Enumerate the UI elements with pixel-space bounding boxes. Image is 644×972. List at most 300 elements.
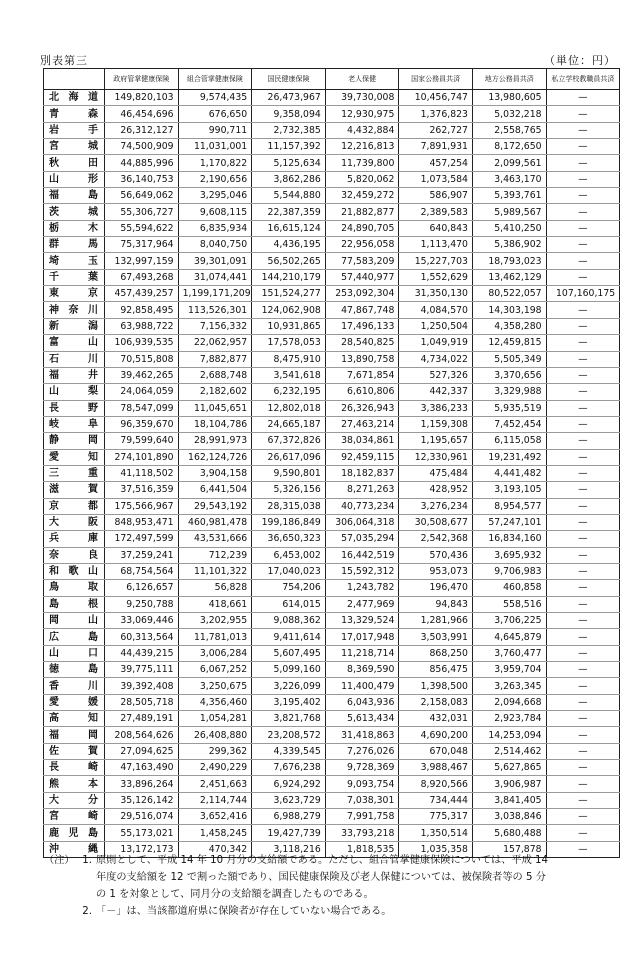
amount-cell: 63,988,722 [105, 318, 179, 334]
amount-cell: 2,182,602 [178, 384, 252, 400]
table-title: 別表第三 [40, 54, 88, 67]
amount-cell: 55,594,622 [105, 220, 179, 236]
prefecture-cell: 山口 [44, 645, 105, 661]
prefecture-cell: 沖縄 [44, 841, 105, 857]
amount-cell: 77,583,209 [325, 253, 399, 269]
amount-cell: 9,093,754 [325, 776, 399, 792]
table-row [44, 318, 620, 334]
amount-cell: 3,295,046 [178, 188, 252, 204]
prefecture-cell: 広島 [44, 629, 105, 645]
amount-cell: 712,239 [178, 547, 252, 563]
amount-cell: 9,728,369 [325, 760, 399, 776]
footnotes [44, 852, 624, 920]
amount-cell: 80,522,057 [472, 286, 546, 302]
table-row [44, 384, 620, 400]
prefecture-cell: 山形 [44, 171, 105, 187]
prefecture-cell: 茨城 [44, 204, 105, 220]
amount-cell: — [546, 727, 620, 743]
amount-cell: 8,920,566 [399, 776, 473, 792]
amount-cell: 5,935,519 [472, 400, 546, 416]
table-header-row [44, 69, 620, 90]
amount-cell: 253,092,304 [325, 286, 399, 302]
amount-cell: — [546, 465, 620, 481]
table-row [44, 220, 620, 236]
amount-cell: 199,186,849 [252, 514, 326, 530]
amount-cell: 460,858 [472, 580, 546, 596]
amount-cell: 35,126,142 [105, 792, 179, 808]
amount-cell: 1,073,584 [399, 171, 473, 187]
column-header [44, 69, 105, 90]
table-row [44, 563, 620, 579]
prefecture-cell: 高知 [44, 711, 105, 727]
amount-cell: — [546, 482, 620, 498]
table-row [44, 335, 620, 351]
amount-cell: 2,514,462 [472, 743, 546, 759]
amount-cell: — [546, 449, 620, 465]
amount-cell: 24,890,705 [325, 220, 399, 236]
amount-cell: — [546, 694, 620, 710]
amount-cell: 1,552,629 [399, 269, 473, 285]
amount-cell: — [546, 662, 620, 678]
amount-cell: 68,754,564 [105, 563, 179, 579]
amount-cell: 157,878 [472, 841, 546, 857]
amount-cell: 4,084,570 [399, 302, 473, 318]
amount-cell: — [546, 122, 620, 138]
amount-cell: 3,386,233 [399, 400, 473, 416]
amount-cell: 56,649,062 [105, 188, 179, 204]
amount-cell: 3,038,846 [472, 809, 546, 825]
amount-cell: 6,441,504 [178, 482, 252, 498]
amount-cell: 4,436,195 [252, 237, 326, 253]
amount-cell: 13,329,524 [325, 613, 399, 629]
amount-cell: 208,564,626 [105, 727, 179, 743]
amount-cell: — [546, 514, 620, 530]
amount-cell: 41,118,502 [105, 465, 179, 481]
prefecture-cell: 福島 [44, 188, 105, 204]
amount-cell: 24,064,059 [105, 384, 179, 400]
table-row [44, 433, 620, 449]
amount-cell: 40,773,234 [325, 498, 399, 514]
amount-cell: 7,671,854 [325, 367, 399, 383]
amount-cell: 15,227,703 [399, 253, 473, 269]
amount-cell: — [546, 613, 620, 629]
prefecture-cell: 兵庫 [44, 531, 105, 547]
amount-cell: 26,473,967 [252, 90, 326, 106]
amount-cell: 144,210,179 [252, 269, 326, 285]
amount-cell: 856,475 [399, 662, 473, 678]
amount-cell: — [546, 237, 620, 253]
amount-cell: — [546, 792, 620, 808]
payment-table [43, 68, 620, 858]
amount-cell: 3,760,477 [472, 645, 546, 661]
amount-cell: 6,835,934 [178, 220, 252, 236]
amount-cell: 8,172,650 [472, 139, 546, 155]
amount-cell: 16,615,124 [252, 220, 326, 236]
amount-cell: — [546, 318, 620, 334]
amount-cell: 10,931,865 [252, 318, 326, 334]
table-row [44, 547, 620, 563]
amount-cell: 47,163,490 [105, 760, 179, 776]
amount-cell: 13,890,758 [325, 351, 399, 367]
amount-cell: 5,820,062 [325, 171, 399, 187]
amount-cell: 9,590,801 [252, 465, 326, 481]
amount-cell: 11,101,322 [178, 563, 252, 579]
amount-cell: — [546, 204, 620, 220]
prefecture-cell: 福岡 [44, 727, 105, 743]
amount-cell: 30,508,677 [399, 514, 473, 530]
amount-cell: 1,035,358 [399, 841, 473, 857]
prefecture-cell: 佐賀 [44, 743, 105, 759]
table-row [44, 351, 620, 367]
amount-cell: 3,195,402 [252, 694, 326, 710]
table-row [44, 482, 620, 498]
amount-cell: 19,427,739 [252, 825, 326, 841]
amount-cell: 5,410,250 [472, 220, 546, 236]
amount-cell: 3,862,286 [252, 171, 326, 187]
amount-cell: 1,250,504 [399, 318, 473, 334]
amount-cell: — [546, 645, 620, 661]
amount-cell: — [546, 171, 620, 187]
amount-cell: — [546, 596, 620, 612]
amount-cell: 4,339,545 [252, 743, 326, 759]
amount-cell: — [546, 269, 620, 285]
amount-cell: 37,516,359 [105, 482, 179, 498]
amount-cell: 46,454,696 [105, 106, 179, 122]
prefecture-cell: 徳島 [44, 662, 105, 678]
amount-cell: 36,140,753 [105, 171, 179, 187]
amount-cell: 29,543,192 [178, 498, 252, 514]
amount-cell: 79,599,640 [105, 433, 179, 449]
amount-cell: 6,043,936 [325, 694, 399, 710]
amount-cell: 3,276,234 [399, 498, 473, 514]
column-header: 国家公務員共済 [399, 69, 473, 90]
amount-cell: 18,793,023 [472, 253, 546, 269]
table-row [44, 678, 620, 694]
amount-cell: 6,924,292 [252, 776, 326, 792]
amount-cell: 8,954,577 [472, 498, 546, 514]
amount-cell: — [546, 139, 620, 155]
amount-cell: — [546, 809, 620, 825]
footnote-item [44, 903, 624, 920]
amount-cell: 676,650 [178, 106, 252, 122]
table-body [44, 90, 620, 858]
amount-cell: 5,386,902 [472, 237, 546, 253]
amount-cell: 6,232,195 [252, 384, 326, 400]
amount-cell: — [546, 629, 620, 645]
amount-cell: 418,661 [178, 596, 252, 612]
table-row [44, 269, 620, 285]
amount-cell: 670,048 [399, 743, 473, 759]
prefecture-cell: 京都 [44, 498, 105, 514]
table-row [44, 416, 620, 432]
amount-cell: 11,400,479 [325, 678, 399, 694]
amount-cell: 11,739,800 [325, 155, 399, 171]
table-row [44, 253, 620, 269]
amount-cell: 457,439,257 [105, 286, 179, 302]
amount-cell: 4,734,022 [399, 351, 473, 367]
amount-cell: 39,730,008 [325, 90, 399, 106]
amount-cell: 67,372,826 [252, 433, 326, 449]
amount-cell: 558,516 [472, 596, 546, 612]
prefecture-cell: 香川 [44, 678, 105, 694]
amount-cell: 8,271,263 [325, 482, 399, 498]
amount-cell: 78,547,099 [105, 400, 179, 416]
amount-cell: 1,818,535 [325, 841, 399, 857]
amount-cell: 1,458,245 [178, 825, 252, 841]
amount-cell: 67,493,268 [105, 269, 179, 285]
table-row [44, 776, 620, 792]
prefecture-cell: 鹿児島 [44, 825, 105, 841]
amount-cell: 990,711 [178, 122, 252, 138]
amount-cell: 14,303,198 [472, 302, 546, 318]
amount-cell: 47,867,748 [325, 302, 399, 318]
amount-cell: 3,193,105 [472, 482, 546, 498]
amount-cell: 754,206 [252, 580, 326, 596]
amount-cell: 37,259,241 [105, 547, 179, 563]
amount-cell: 5,627,865 [472, 760, 546, 776]
amount-cell: — [546, 547, 620, 563]
amount-cell: 56,502,265 [252, 253, 326, 269]
amount-cell: 23,208,572 [252, 727, 326, 743]
amount-cell: 953,073 [399, 563, 473, 579]
prefecture-cell: 宮崎 [44, 809, 105, 825]
amount-cell: 274,101,890 [105, 449, 179, 465]
amount-cell: 9,411,614 [252, 629, 326, 645]
amount-cell: 151,524,277 [252, 286, 326, 302]
amount-cell: 457,254 [399, 155, 473, 171]
amount-cell: 11,031,001 [178, 139, 252, 155]
amount-cell: 2,451,663 [178, 776, 252, 792]
amount-cell: 1,113,470 [399, 237, 473, 253]
amount-cell: 75,317,964 [105, 237, 179, 253]
amount-cell: 3,841,405 [472, 792, 546, 808]
amount-cell: — [546, 335, 620, 351]
table-row [44, 237, 620, 253]
amount-cell: 39,462,265 [105, 367, 179, 383]
amount-cell: 2,114,744 [178, 792, 252, 808]
table-row [44, 106, 620, 122]
amount-cell: — [546, 106, 620, 122]
amount-cell: 28,991,973 [178, 433, 252, 449]
amount-cell: 22,387,359 [252, 204, 326, 220]
amount-cell: — [546, 367, 620, 383]
amount-cell: 11,045,651 [178, 400, 252, 416]
amount-cell: 2,477,969 [325, 596, 399, 612]
amount-cell: 11,781,013 [178, 629, 252, 645]
amount-cell: 9,358,094 [252, 106, 326, 122]
amount-cell: 16,442,519 [325, 547, 399, 563]
amount-cell: 5,680,488 [472, 825, 546, 841]
amount-cell: 3,118,216 [252, 841, 326, 857]
amount-cell: 43,531,666 [178, 531, 252, 547]
amount-cell: 5,032,218 [472, 106, 546, 122]
amount-cell: 442,337 [399, 384, 473, 400]
amount-cell: 3,226,099 [252, 678, 326, 694]
amount-cell: 2,389,583 [399, 204, 473, 220]
amount-cell: 10,456,747 [399, 90, 473, 106]
amount-cell: 6,610,806 [325, 384, 399, 400]
table-row [44, 286, 620, 302]
amount-cell: 132,997,159 [105, 253, 179, 269]
table-row [44, 792, 620, 808]
amount-cell: 196,470 [399, 580, 473, 596]
amount-cell: 74,500,909 [105, 139, 179, 155]
table-row [44, 498, 620, 514]
amount-cell: 24,665,187 [252, 416, 326, 432]
amount-cell: 29,516,074 [105, 809, 179, 825]
amount-cell: 17,040,023 [252, 563, 326, 579]
amount-cell: — [546, 351, 620, 367]
amount-cell: 28,505,718 [105, 694, 179, 710]
table-row [44, 727, 620, 743]
amount-cell: — [546, 563, 620, 579]
amount-cell: 306,064,318 [325, 514, 399, 530]
table-row [44, 580, 620, 596]
amount-cell: 7,038,301 [325, 792, 399, 808]
amount-cell: 19,231,492 [472, 449, 546, 465]
amount-cell: 9,574,435 [178, 90, 252, 106]
amount-cell: 27,489,191 [105, 711, 179, 727]
amount-cell: 3,623,729 [252, 792, 326, 808]
amount-cell: 27,463,214 [325, 416, 399, 432]
amount-cell: 2,190,656 [178, 171, 252, 187]
footnote-text: 原則として、平成 14 年 10 月分の支給額である。ただし、組合管掌健康保険については、平成 14 [96, 855, 548, 866]
amount-cell: — [546, 253, 620, 269]
amount-cell: 3,652,416 [178, 809, 252, 825]
table-row [44, 531, 620, 547]
prefecture-cell: 大阪 [44, 514, 105, 530]
amount-cell: — [546, 678, 620, 694]
table-row [44, 302, 620, 318]
prefecture-cell: 島根 [44, 596, 105, 612]
amount-cell: 7,676,238 [252, 760, 326, 776]
prefecture-cell: 滋賀 [44, 482, 105, 498]
footnote-text: 「－」は、当該都道府県に保険者が存在していない場合である。 [96, 906, 392, 917]
prefecture-cell: 岡山 [44, 613, 105, 629]
amount-cell: 27,094,625 [105, 743, 179, 759]
amount-cell: 2,688,748 [178, 367, 252, 383]
amount-cell: 5,326,156 [252, 482, 326, 498]
amount-cell: 31,350,130 [399, 286, 473, 302]
prefecture-cell: 新潟 [44, 318, 105, 334]
amount-cell: 17,496,133 [325, 318, 399, 334]
amount-cell: 2,542,368 [399, 531, 473, 547]
amount-cell: 3,202,955 [178, 613, 252, 629]
amount-cell: 124,062,908 [252, 302, 326, 318]
amount-cell: 8,369,590 [325, 662, 399, 678]
amount-cell: 13,462,129 [472, 269, 546, 285]
amount-cell: 149,820,103 [105, 90, 179, 106]
amount-cell: — [546, 384, 620, 400]
table-row [44, 760, 620, 776]
table-row [44, 711, 620, 727]
prefecture-cell: 岐阜 [44, 416, 105, 432]
amount-cell: 9,250,788 [105, 596, 179, 612]
prefecture-cell: 静岡 [44, 433, 105, 449]
amount-cell: 6,126,657 [105, 580, 179, 596]
prefecture-cell: 秋田 [44, 155, 105, 171]
amount-cell: 1,350,514 [399, 825, 473, 841]
amount-cell: 17,017,948 [325, 629, 399, 645]
column-header: 組合管掌健康保険 [178, 69, 252, 90]
amount-cell: 33,069,446 [105, 613, 179, 629]
table-row [44, 465, 620, 481]
amount-cell: 3,959,704 [472, 662, 546, 678]
amount-cell: 734,444 [399, 792, 473, 808]
prefecture-cell: 千葉 [44, 269, 105, 285]
amount-cell: 2,490,229 [178, 760, 252, 776]
prefecture-cell: 長野 [44, 400, 105, 416]
amount-cell: — [546, 220, 620, 236]
amount-cell: — [546, 760, 620, 776]
amount-cell: 12,802,018 [252, 400, 326, 416]
amount-cell: 22,956,058 [325, 237, 399, 253]
amount-cell: 1,049,919 [399, 335, 473, 351]
amount-cell: 9,608,115 [178, 204, 252, 220]
column-header: 私立学校教職員共済 [546, 69, 620, 90]
footnote-number: 1. [82, 855, 92, 866]
amount-cell: 5,607,495 [252, 645, 326, 661]
amount-cell: 26,617,096 [252, 449, 326, 465]
amount-cell: — [546, 743, 620, 759]
amount-cell: 3,988,467 [399, 760, 473, 776]
amount-cell: 586,907 [399, 188, 473, 204]
amount-cell: 527,326 [399, 367, 473, 383]
amount-cell: 6,067,252 [178, 662, 252, 678]
amount-cell: 3,821,768 [252, 711, 326, 727]
amount-cell: 7,156,332 [178, 318, 252, 334]
footnote-text: の 1 を対象として、同月分の支給額を調査したものである。 [96, 889, 374, 900]
amount-cell: — [546, 188, 620, 204]
amount-cell: 8,475,910 [252, 351, 326, 367]
amount-cell: 3,695,932 [472, 547, 546, 563]
table-row [44, 645, 620, 661]
amount-cell: 5,125,634 [252, 155, 326, 171]
amount-cell: 22,062,957 [178, 335, 252, 351]
amount-cell: 3,906,987 [472, 776, 546, 792]
footnote-item [44, 852, 624, 869]
amount-cell: 26,326,943 [325, 400, 399, 416]
amount-cell: 4,690,200 [399, 727, 473, 743]
prefecture-cell: 青森 [44, 106, 105, 122]
amount-cell: 6,453,002 [252, 547, 326, 563]
amount-cell: 3,006,284 [178, 645, 252, 661]
amount-cell: 7,882,877 [178, 351, 252, 367]
amount-cell: 2,099,561 [472, 155, 546, 171]
amount-cell: 55,306,727 [105, 204, 179, 220]
table-row [44, 743, 620, 759]
amount-cell: 175,566,967 [105, 498, 179, 514]
prefecture-cell: 山梨 [44, 384, 105, 400]
prefecture-cell: 東京 [44, 286, 105, 302]
amount-cell: 13,980,605 [472, 90, 546, 106]
amount-cell: 1,243,782 [325, 580, 399, 596]
amount-cell: 2,732,385 [252, 122, 326, 138]
amount-cell: 9,088,362 [252, 613, 326, 629]
amount-cell: 21,882,877 [325, 204, 399, 220]
table-row [44, 596, 620, 612]
table-row [44, 204, 620, 220]
amount-cell: — [546, 400, 620, 416]
amount-cell: — [546, 841, 620, 857]
amount-cell: 107,160,175 [546, 286, 620, 302]
amount-cell: 3,904,158 [178, 465, 252, 481]
amount-cell: 3,503,991 [399, 629, 473, 645]
amount-cell: — [546, 531, 620, 547]
amount-cell: — [546, 90, 620, 106]
prefecture-cell: 宮城 [44, 139, 105, 155]
amount-cell: 428,952 [399, 482, 473, 498]
